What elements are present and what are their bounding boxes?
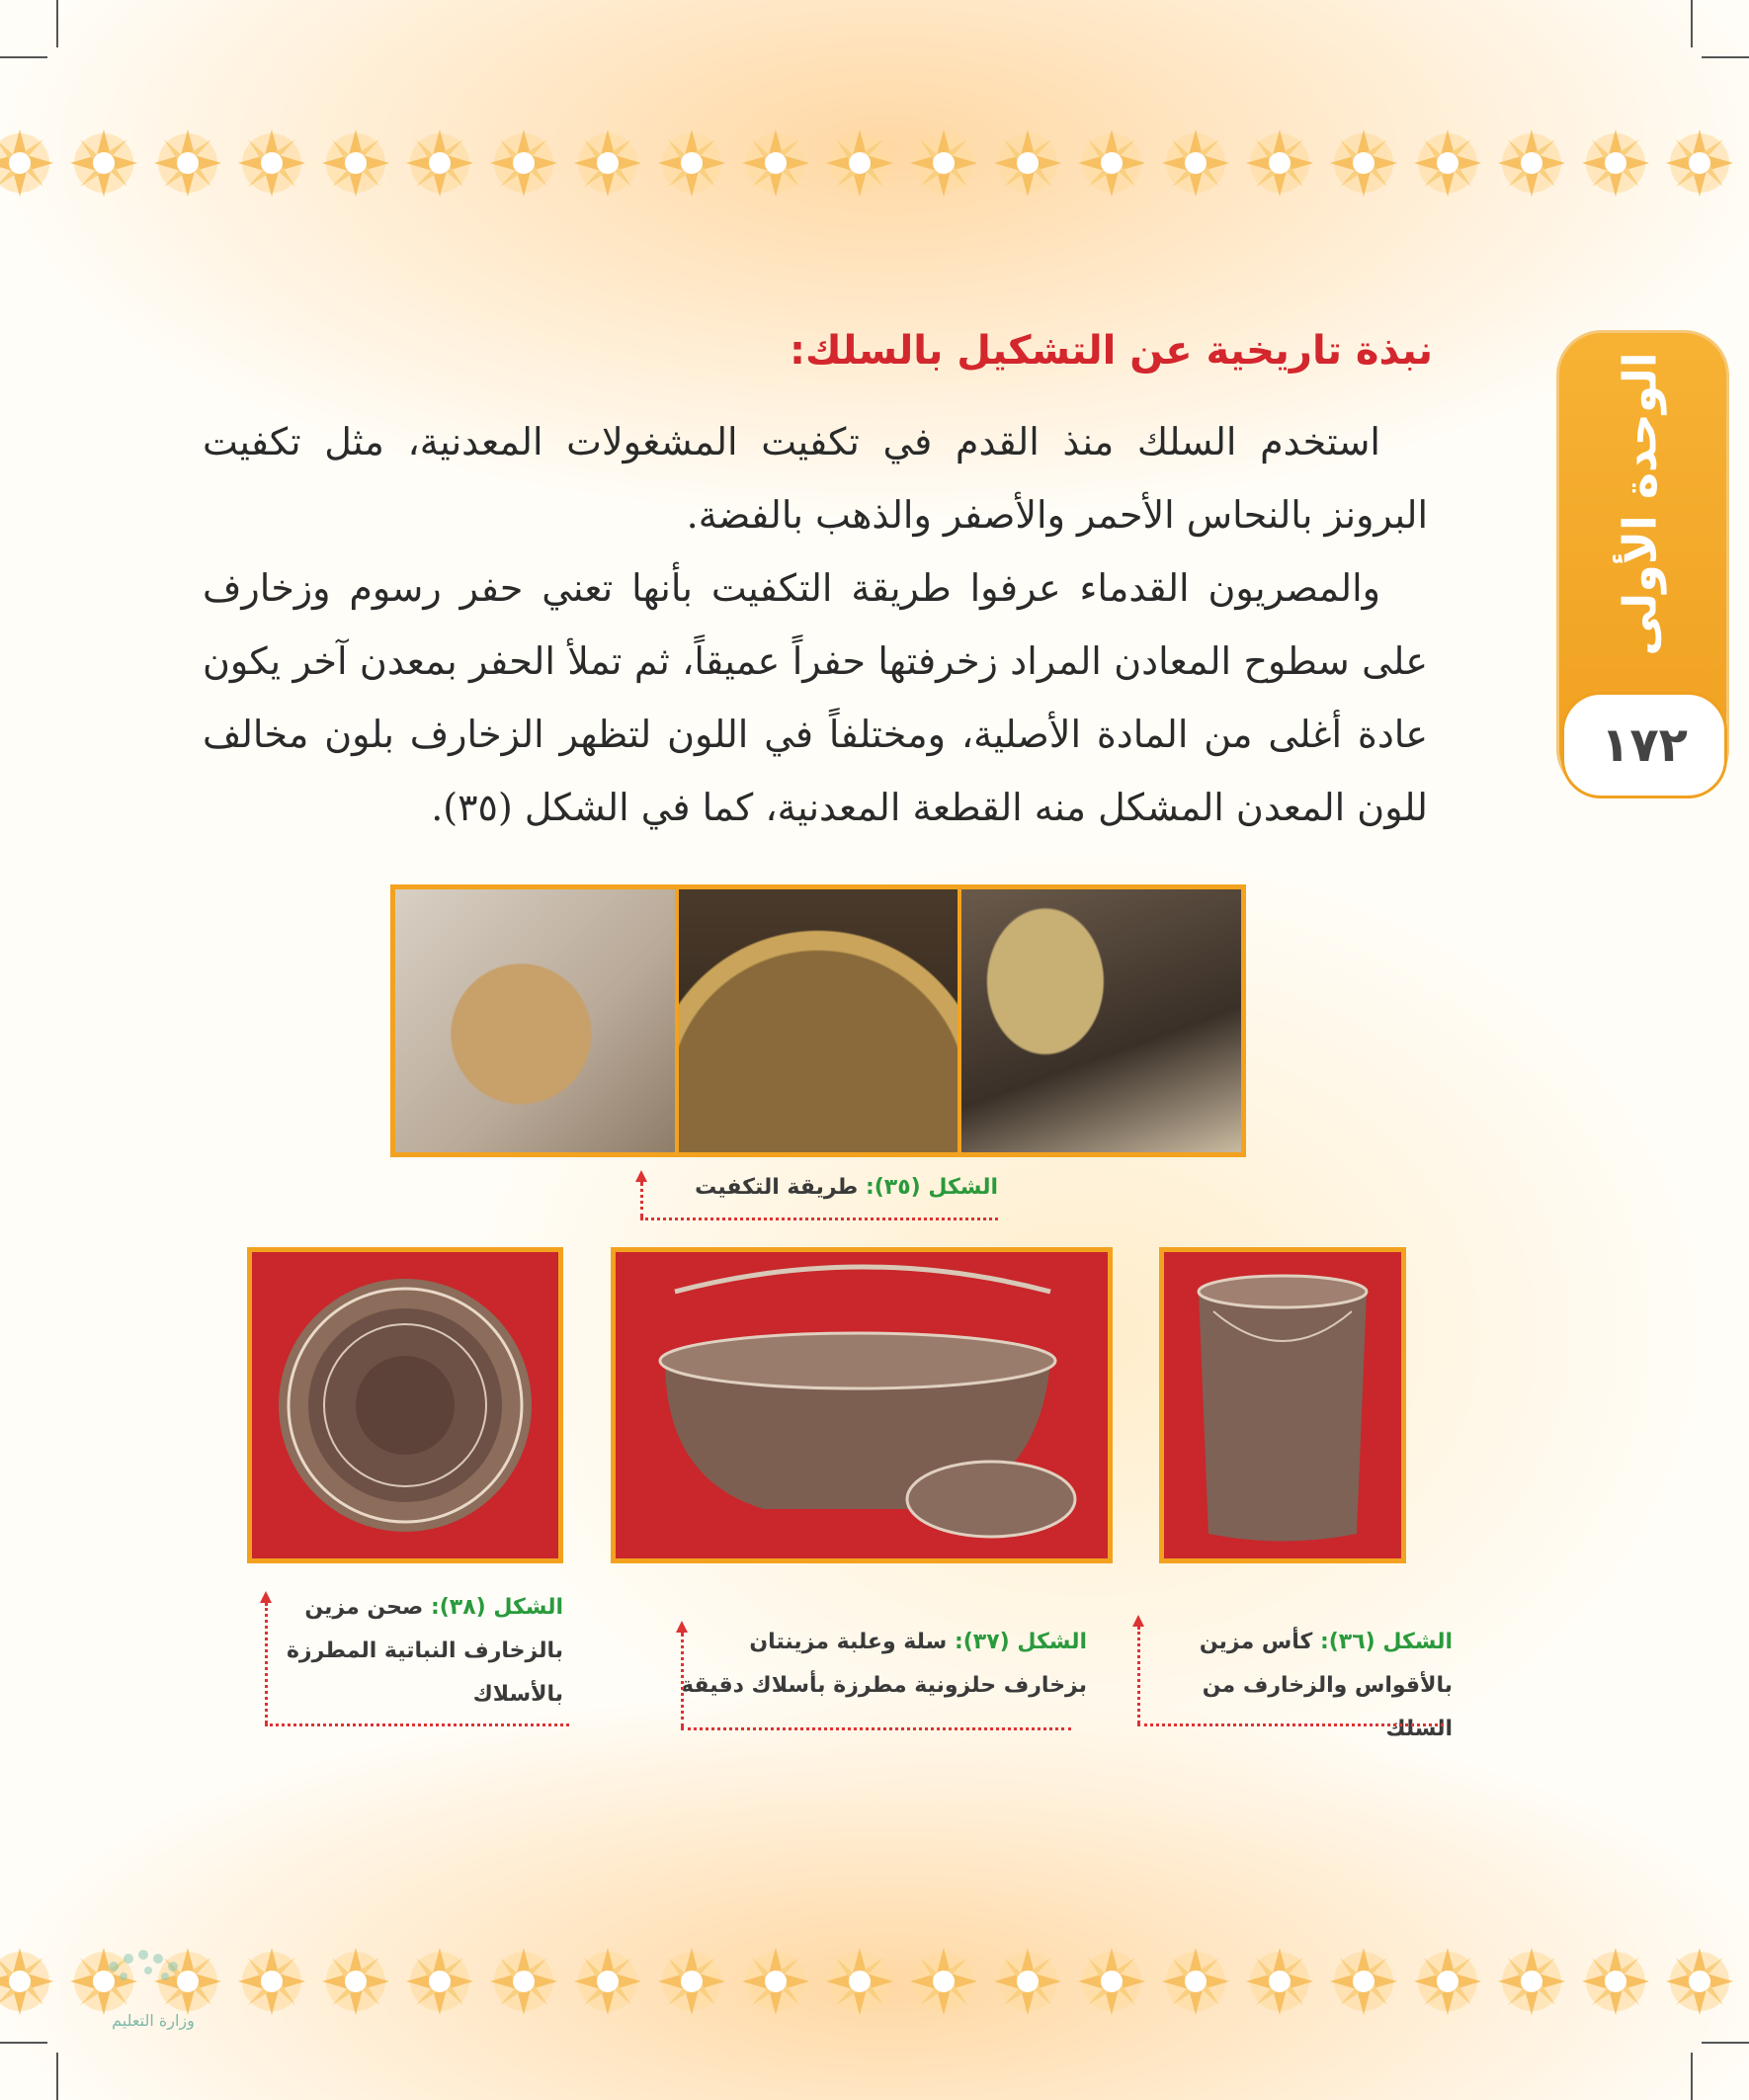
pointer-arrow <box>635 1170 647 1182</box>
figure-35-caption <box>642 1166 998 1210</box>
figure-caption: سلة وعلبة مزينتان <box>749 1630 948 1654</box>
figure-caption-line: بزخارف حلزونية مطرزة بأسلاك دقيقة <box>681 1673 1087 1698</box>
figure-caption: صحن مزين <box>304 1595 424 1620</box>
crop-mark <box>1702 56 1749 58</box>
figure-35-image <box>390 884 1246 1157</box>
pointer-line <box>681 1727 1071 1730</box>
ministry-logo-text: وزارة التعليم <box>112 2011 195 2030</box>
pointer-line <box>640 1182 643 1218</box>
crop-mark <box>56 0 58 47</box>
unit-tab-label <box>1581 352 1700 656</box>
pointer-arrow <box>676 1621 688 1633</box>
photo-star-tray <box>395 889 675 1152</box>
figure-36-caption <box>1136 1621 1453 1751</box>
pointer-arrow <box>260 1591 272 1603</box>
figure-label: الشكل (٣٦): <box>1319 1630 1453 1654</box>
figure-label: الشكل (٣٨): <box>430 1595 563 1620</box>
figure-label: الشكل (٣٥): <box>865 1175 998 1200</box>
page-number: ١٧٢ <box>1561 692 1727 798</box>
figure-caption-line: بالأسلاك <box>472 1682 563 1707</box>
unit-tab-text: الوحدة الأولى <box>1614 352 1668 656</box>
top-flower-border <box>0 99 1749 227</box>
paragraph: استخدم السلك منذ القدم في تكفيت المشغولات المعدنية، مثل تكفيت البرونز بالنحاس الأحمر والأصفر والذهب بالفضة. <box>203 420 1428 537</box>
figure-caption-line: بالأقواس والزخارف من السلك <box>1202 1673 1453 1741</box>
figure-36-image <box>1159 1247 1406 1563</box>
figure-caption-line: بالزخارف النباتية المطرزة <box>286 1638 563 1663</box>
pointer-line <box>265 1723 569 1726</box>
figure-caption: طريقة التكفيت <box>695 1175 859 1200</box>
pointer-line <box>1137 1627 1140 1723</box>
paragraph: والمصريون القدماء عرفوا طريقة التكفيت بأنها تعني حفر رسوم وزخارف على سطوح المعادن المراد زخرفتها حفراً عميقاً، ثم تملأ الحفر بمعدن آخر يكون عادة أغلى من المادة الأصلية، ومختلفاً في اللون لتظهر الزخارف بلون مخالف للون المعدن المشكل منه القطعة المعدنية، كما في الشكل (٣٥). <box>203 566 1428 829</box>
figure-37-caption <box>672 1621 1087 1708</box>
section-heading: نبذة تاريخية عن التشكيل بالسلك: <box>790 328 1433 374</box>
photo-engraved-plate <box>679 889 958 1152</box>
figure-caption: كأس مزين <box>1199 1630 1313 1654</box>
bottom-flower-border <box>0 1917 1749 2046</box>
crop-mark <box>1691 2053 1693 2100</box>
figure-38-caption <box>267 1586 563 1717</box>
pointer-line <box>265 1603 268 1723</box>
figure-label: الشكل (٣٧): <box>954 1630 1087 1654</box>
crop-mark <box>56 2053 58 2100</box>
pointer-line <box>1137 1723 1444 1726</box>
figure-37-image <box>611 1247 1113 1563</box>
photo-craftsman-vase <box>961 889 1241 1152</box>
figure-38-image <box>247 1247 563 1563</box>
pointer-arrow <box>1132 1615 1144 1627</box>
pointer-line <box>681 1633 684 1727</box>
crop-mark <box>1691 0 1693 47</box>
crop-mark <box>0 56 47 58</box>
pointer-line <box>640 1218 998 1220</box>
body-text <box>203 405 1428 844</box>
